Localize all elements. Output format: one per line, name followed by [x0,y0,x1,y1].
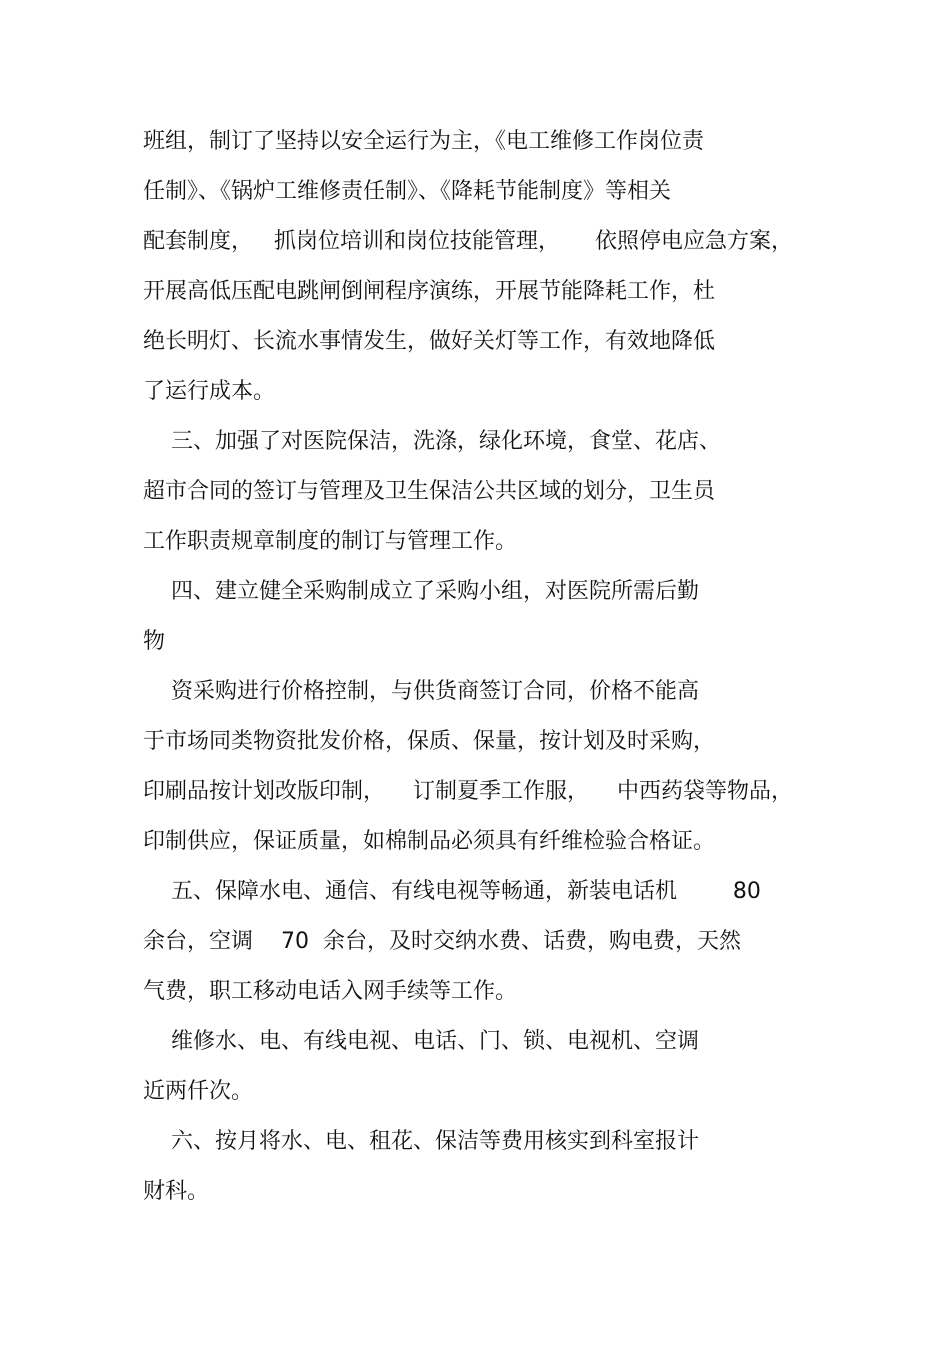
text-line-2: 任制》、《锅炉工维修责任制》、《降耗节能制度》等相关 [143,179,672,204]
text-line-10: 四、建立健全采购制成立了采购小组，对医院所需后勤 [143,579,699,604]
text-line-13: 于市场同类物资批发价格，保质、保量，按计划及时采购， [143,729,716,754]
text-line-6: 了运行成本。 [143,379,276,404]
text-line-8: 超市合同的签订与管理及卫生保洁公共区域的划分，卫生员 [143,479,716,504]
text-line-3: 配套制度， 抓岗位培训和岗位技能管理， 依照停电应急方案， [143,229,793,254]
text-line-15: 印制供应，保证质量，如棉制品必须具有纤维检验合格证。 [143,829,716,854]
text-line-21: 六、按月将水、电、租花、保洁等费用核实到科室报计 [143,1129,699,1154]
text-line-12: 资采购进行价格控制，与供货商签订合同，价格不能高 [143,679,699,704]
text-line-19: 维修水、电、有线电视、电话、门、锁、电视机、空调 [143,1029,699,1054]
text-line-5: 绝长明灯、长流水事情发生，做好关灯等工作，有效地降低 [143,329,716,354]
text-line-17: 余台，空调 70 余台，及时交纳水费、话费，购电费，天然 [143,929,741,954]
text-line-22: 财科。 [143,1179,210,1204]
text-line-11: 物 [143,629,166,654]
text-line-1: 班组，制订了坚持以安全运行为主，《电工维修工作岗位责 [143,129,705,154]
text-line-18: 气费，职工移动电话入网手续等工作。 [143,979,518,1004]
text-line-16: 五、保障水电、通信、有线电视等畅通，新装电话机 80 [143,879,761,904]
text-line-4: 开展高低压配电跳闸倒闸程序演练，开展节能降耗工作，杜 [143,279,716,304]
text-line-20: 近两仟次。 [143,1079,254,1104]
text-line-9: 工作职责规章制度的制订与管理工作。 [143,529,518,554]
text-line-14: 印刷品按计划改版印制， 订制夏季工作服， 中西药袋等物品， [143,779,793,804]
text-line-7: 三、加强了对医院保洁，洗涤，绿化环境，食堂、花店、 [143,429,721,454]
